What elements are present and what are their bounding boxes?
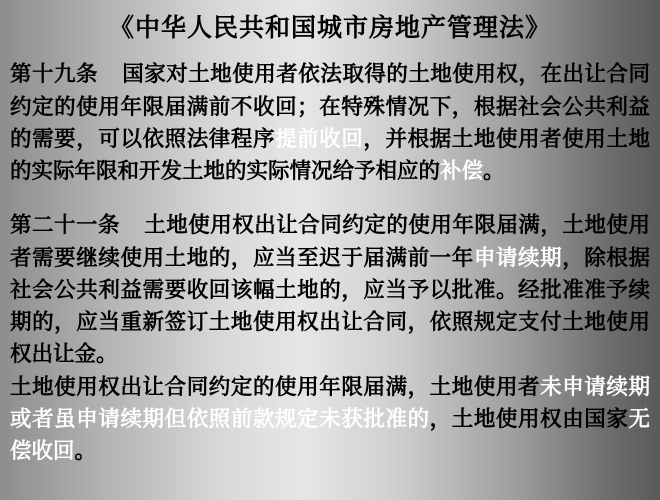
article-19-text-3: 。 xyxy=(483,159,505,184)
article-19-text-1: 国家对土地使用者依法取得的土地使用权，在出让合同约定的使用年限届满前不收回；在特殊情况下，根据社会公共利益的需要，可以依照法律程序 xyxy=(10,62,650,152)
article-21-highlight-1: 申请续期 xyxy=(473,245,563,271)
article-21 xyxy=(10,210,650,468)
article-21-text-1: 土地使用权出让合同约定的使用年限届满，土地使用者需要继续使用土地的，应当至迟于届满前一年 xyxy=(10,213,650,271)
article-21-para2-text-1: 土地使用权出让合同约定的使用年限届满，土地使用者 xyxy=(10,374,541,400)
article-21-para2-highlight-2: 无偿收回 xyxy=(10,406,650,464)
article-21-para2-text-2: ，土地使用权由国家 xyxy=(429,406,629,432)
article-21-para2-text-3: 。 xyxy=(74,439,97,464)
article-19-highlight-2: 补偿 xyxy=(440,159,484,184)
article-19-highlight-1: 提前收回 xyxy=(275,126,364,152)
article-19 xyxy=(10,59,650,188)
article-19-text-2: ，并根据土地使用者使用土地的实际年限和开发土地的实际情况给予相应的 xyxy=(10,126,650,184)
article-21-para2-highlight-1: 未申请续期或者虽申请续期但依照前款规定未获批准的 xyxy=(10,374,650,432)
article-21-text-2: ，除根据社会公共利益需要收回该幅土地的，应当予以批准。经批准准予续期的，应当重新签订土地使用权出让合同，依照规定支付土地使用权出让金。 xyxy=(10,245,650,368)
article-19-label: 第十九条 xyxy=(10,62,99,88)
page-title: 《中华人民共和国城市房地产管理法》 xyxy=(108,13,551,42)
article-21-label: 第二十一条 xyxy=(10,213,121,239)
